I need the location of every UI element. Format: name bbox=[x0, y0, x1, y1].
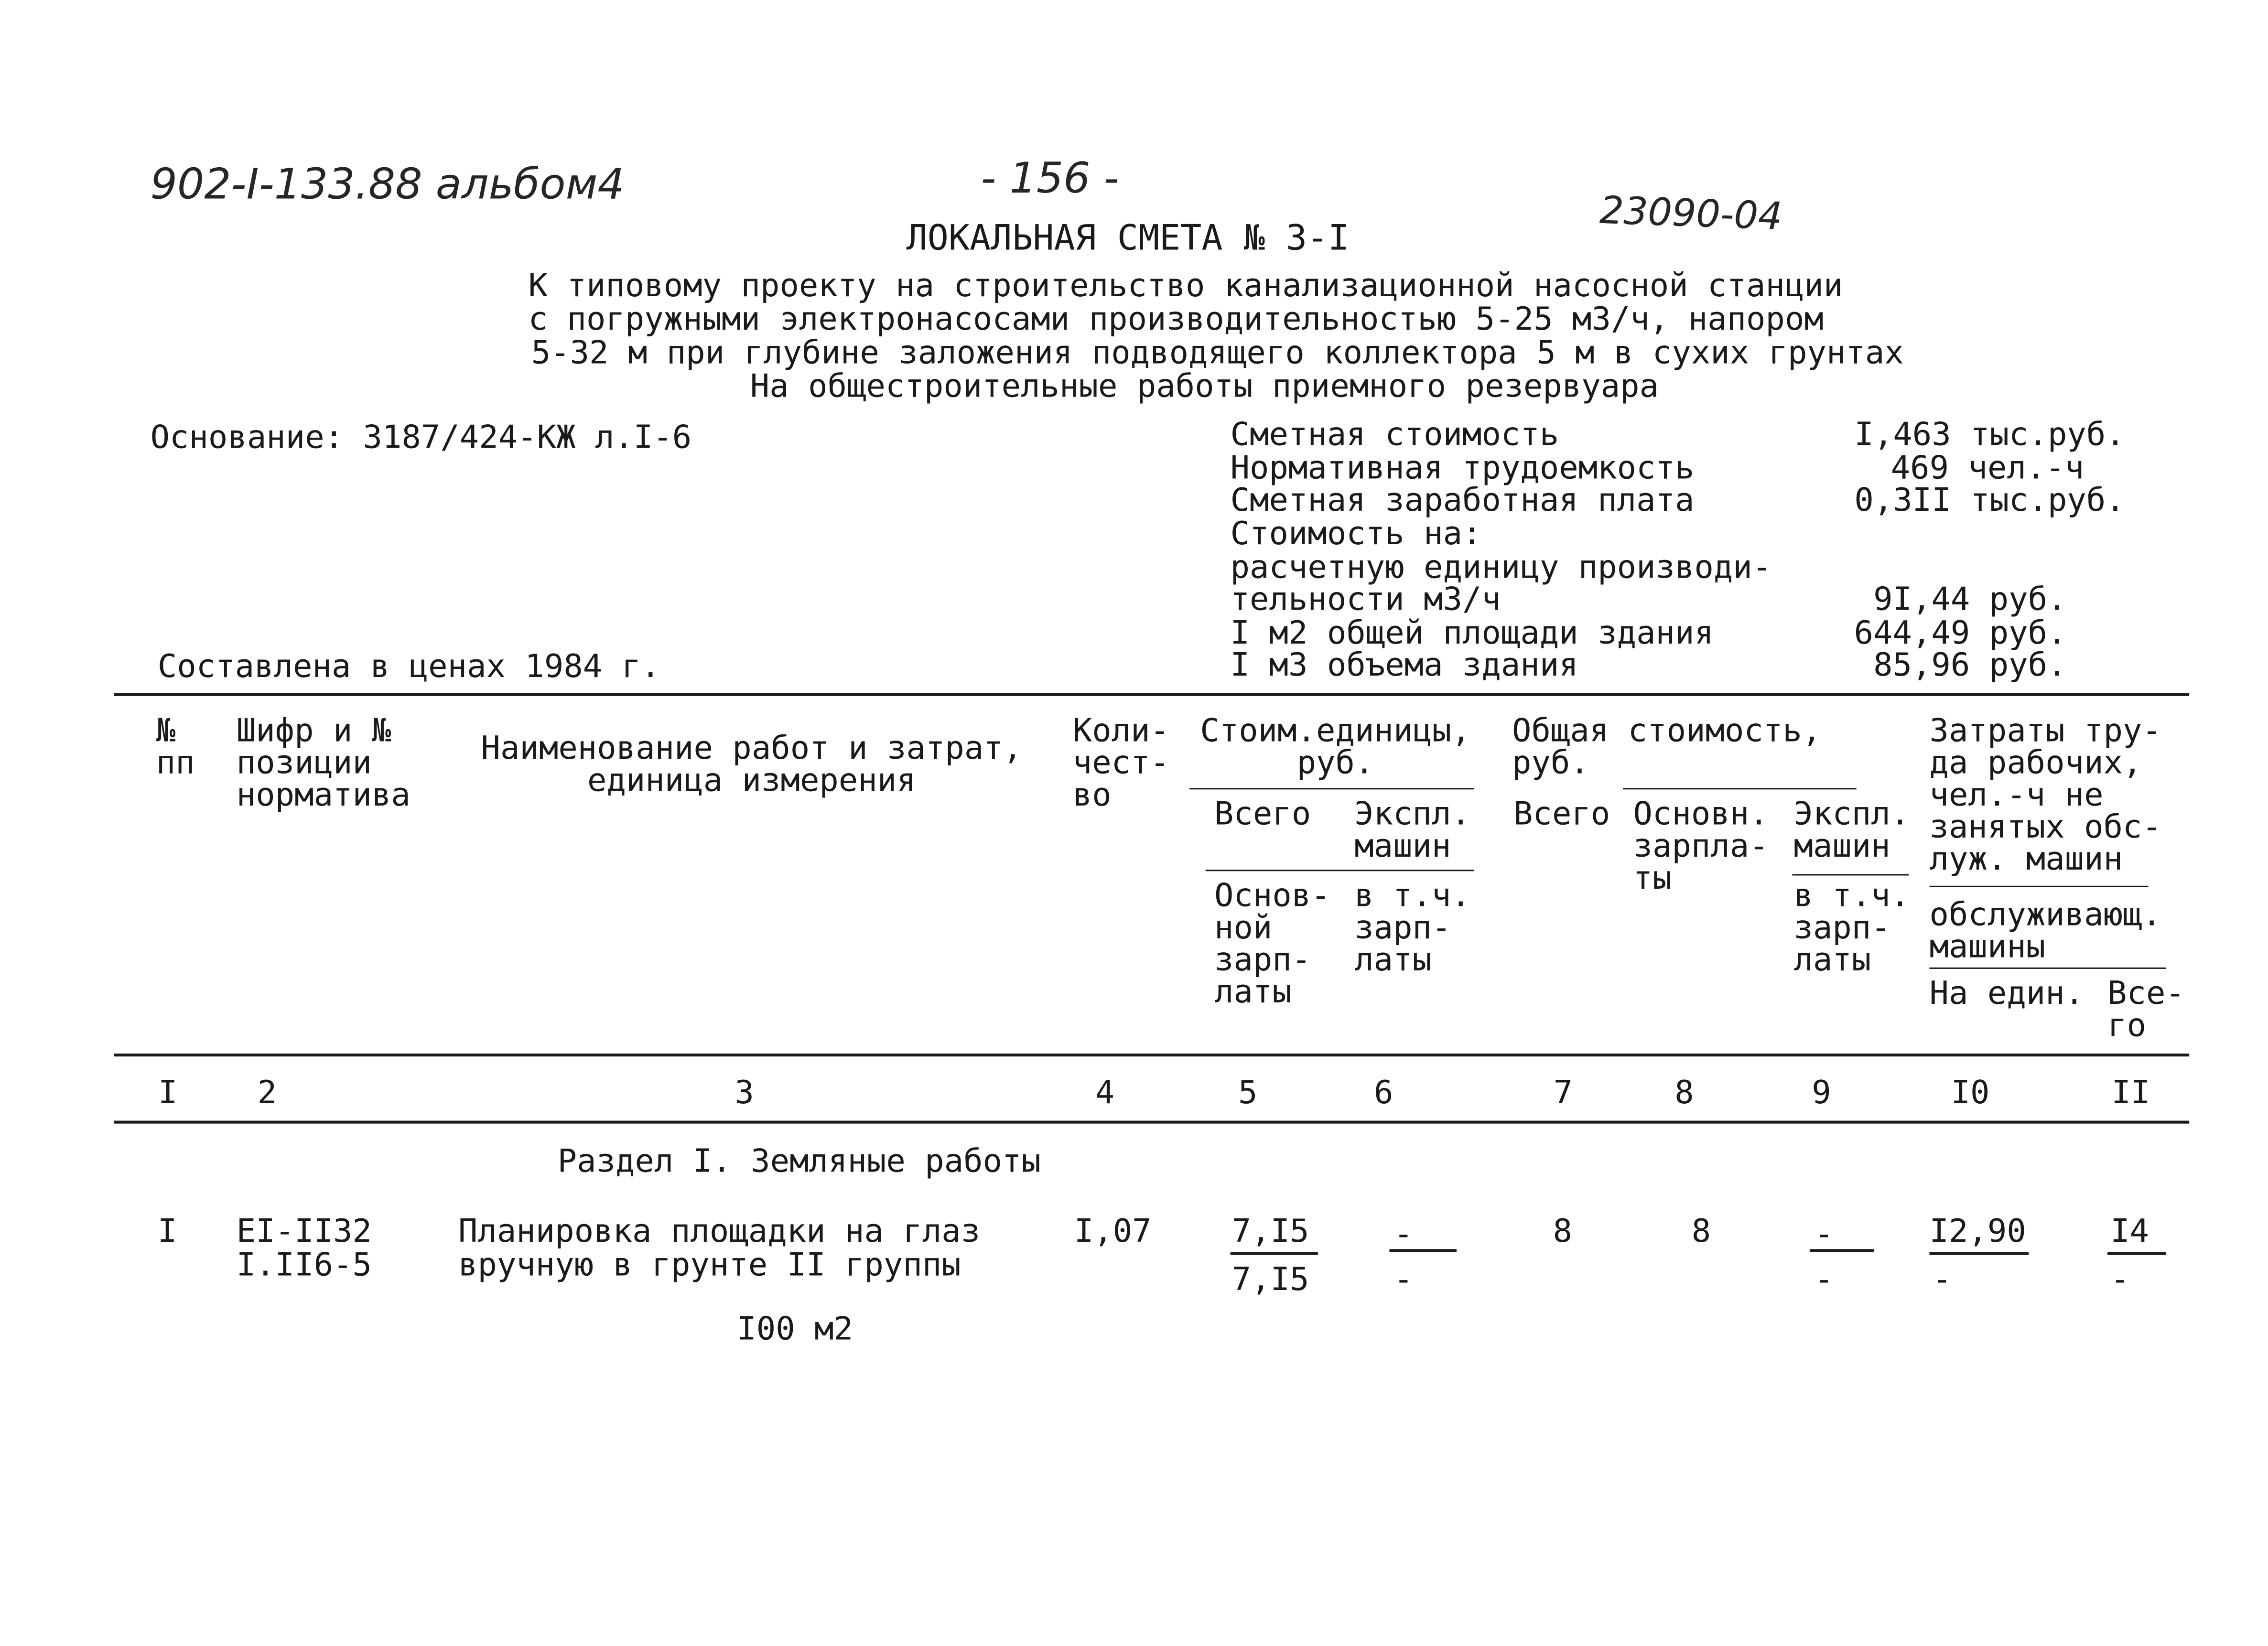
per-area-value: 644,49 руб. bbox=[1854, 615, 2067, 653]
row-total-all: 8 bbox=[1553, 1214, 1573, 1251]
row-labor-total-servicing: - bbox=[2110, 1262, 2130, 1299]
table-top-rule bbox=[114, 693, 2189, 696]
header-labor-servicing: обслуживающ. машины bbox=[1929, 897, 2161, 966]
unit-cost-sub-rule bbox=[1206, 870, 1474, 871]
header-unit-base-wages: Основ- ной зарп- латы bbox=[1214, 878, 1330, 1011]
row-number: I bbox=[157, 1214, 177, 1251]
per-area-label: I м2 общей площади здания bbox=[1230, 615, 1714, 653]
column-number-5: 5 bbox=[1238, 1075, 1258, 1112]
header-labor-per-unit: На един. bbox=[1929, 976, 2084, 1013]
per-volume-label: I м3 объема здания bbox=[1230, 648, 1578, 685]
header-total-cost-group: Общая стоимость, руб. bbox=[1512, 713, 1822, 782]
column-number-11: II bbox=[2111, 1075, 2150, 1112]
total-cost-group-rule bbox=[1623, 788, 1857, 789]
row-labor-per-unit-underline bbox=[1930, 1252, 2029, 1255]
section-title: Раздел I. Земляные работы bbox=[557, 1144, 1041, 1181]
per-capacity-value: 9I,44 руб. bbox=[1873, 582, 2067, 619]
column-number-4: 4 bbox=[1095, 1075, 1115, 1112]
row-unit-incl-wages: - bbox=[1393, 1262, 1414, 1299]
per-volume-value: 85,96 руб. bbox=[1873, 648, 2067, 685]
header-labor-total: Все- го bbox=[2107, 976, 2185, 1045]
wages-label: Сметная заработная плата bbox=[1230, 483, 1695, 520]
row-labor-total-underline bbox=[2107, 1252, 2166, 1255]
row-unit-total-underline bbox=[1231, 1252, 1318, 1255]
per-capacity-label-2: тельности м3/ч bbox=[1230, 582, 1501, 619]
unit-cost-group-rule bbox=[1189, 788, 1474, 789]
header-quantity: Коли- чест- во bbox=[1072, 713, 1170, 815]
column-number-6: 6 bbox=[1374, 1075, 1393, 1112]
row-labor-per-unit: I2,90 bbox=[1929, 1214, 2026, 1251]
row-unit-base-wages: 7,I5 bbox=[1231, 1262, 1309, 1299]
header-unit-machines: Экспл. машин bbox=[1354, 796, 1470, 866]
row-labor-per-unit-servicing: - bbox=[1932, 1262, 1952, 1299]
labor-intensity-value: 469 чел.-ч bbox=[1890, 451, 2084, 488]
row-total-machines-underline bbox=[1810, 1249, 1874, 1252]
row-code-2: I.II6-5 bbox=[236, 1248, 372, 1284]
document-title: ЛОКАЛЬНАЯ СМЕТА № 3-I bbox=[906, 217, 1350, 258]
wages-value: 0,3II тыс.руб. bbox=[1854, 483, 2125, 520]
prices-year: Составлена в ценах 1984 г. bbox=[157, 649, 660, 686]
row-unit-total: 7,I5 bbox=[1231, 1214, 1309, 1251]
header-work-name: Наименование работ и затрат, единица измерения bbox=[481, 731, 1023, 800]
column-number-10: I0 bbox=[1951, 1075, 1990, 1112]
labor-group-rule bbox=[1930, 886, 2149, 887]
basis-reference: Основание: 3187/424-КЖ л.I-6 bbox=[150, 420, 692, 457]
estimated-cost-value: I,463 тыс.руб. bbox=[1854, 417, 2125, 454]
header-total-all: Всего bbox=[1513, 796, 1610, 833]
header-unit-cost-group: Стоим.единицы, руб. bbox=[1200, 713, 1471, 782]
row-total-base-wages: 8 bbox=[1691, 1214, 1711, 1251]
page-number: - 156 - bbox=[981, 153, 1119, 203]
header-unit-total: Всего bbox=[1214, 796, 1311, 833]
subtitle-line-2: с погружными электронасосами производительностью 5-25 м3/ч, напором bbox=[528, 302, 1824, 339]
row-quantity: I,07 bbox=[1074, 1214, 1152, 1251]
labor-intensity-label: Нормативная трудоемкость bbox=[1230, 451, 1695, 488]
row-unit-machines: - bbox=[1393, 1217, 1414, 1254]
column-number-3: 3 bbox=[734, 1075, 754, 1112]
row-unit-machines-underline bbox=[1390, 1249, 1457, 1252]
subtitle-line-4: На общестроительные работы приемного резервуара bbox=[750, 369, 1659, 406]
subtitle-line-3: 5-32 м при глубине заложения подводящего коллектора 5 м в сухих грунтах bbox=[531, 335, 1904, 372]
column-number-7: 7 bbox=[1553, 1075, 1573, 1112]
column-number-2: 2 bbox=[257, 1075, 277, 1112]
header-row-number: № пп bbox=[156, 713, 195, 782]
header-total-machines: Экспл. машин bbox=[1793, 796, 1910, 866]
subtitle-line-1: К типовому проекту на строительство канализационной насосной станции bbox=[528, 268, 1843, 305]
header-total-incl-wages: в т.ч. зарп- латы bbox=[1793, 878, 1910, 979]
row-name-2: вручную в грунте II группы bbox=[458, 1248, 961, 1284]
header-norm-code: Шифр и № позиции норматива bbox=[236, 713, 410, 815]
row-name-1: Планировка площадки на глаз bbox=[458, 1214, 981, 1251]
row-unit: I00 м2 bbox=[737, 1312, 853, 1348]
document-code: 902-I-133.88 альбом4 bbox=[150, 159, 625, 209]
header-bottom-rule bbox=[114, 1054, 2189, 1056]
header-unit-incl-wages: в т.ч. зарп- латы bbox=[1354, 878, 1470, 979]
column-number-9: 9 bbox=[1812, 1075, 1831, 1112]
header-total-base-wages: Основн. зарпла- ты bbox=[1633, 796, 1769, 898]
estimated-cost-label: Сметная стоимость bbox=[1230, 417, 1559, 454]
labor-servicing-rule bbox=[1930, 968, 2166, 969]
column-number-8: 8 bbox=[1674, 1075, 1694, 1112]
registration-number: 23090-04 bbox=[1598, 189, 1783, 240]
column-number-1: I bbox=[158, 1075, 178, 1112]
per-capacity-label-1: расчетную единицу производи- bbox=[1230, 550, 1772, 587]
row-labor-total: I4 bbox=[2110, 1214, 2149, 1251]
row-total-machines: - bbox=[1814, 1217, 1834, 1254]
row-code-1: ЕI-II32 bbox=[236, 1214, 372, 1251]
total-machines-sub-rule bbox=[1792, 874, 1909, 875]
column-numbers-bottom-rule bbox=[114, 1121, 2189, 1124]
cost-per-label: Стоимость на: bbox=[1230, 516, 1482, 553]
header-labor-group: Затраты тру- да рабочих, чел.-ч не занятых обс- луж. машин bbox=[1929, 713, 2161, 879]
row-total-incl-wages: - bbox=[1814, 1262, 1834, 1299]
